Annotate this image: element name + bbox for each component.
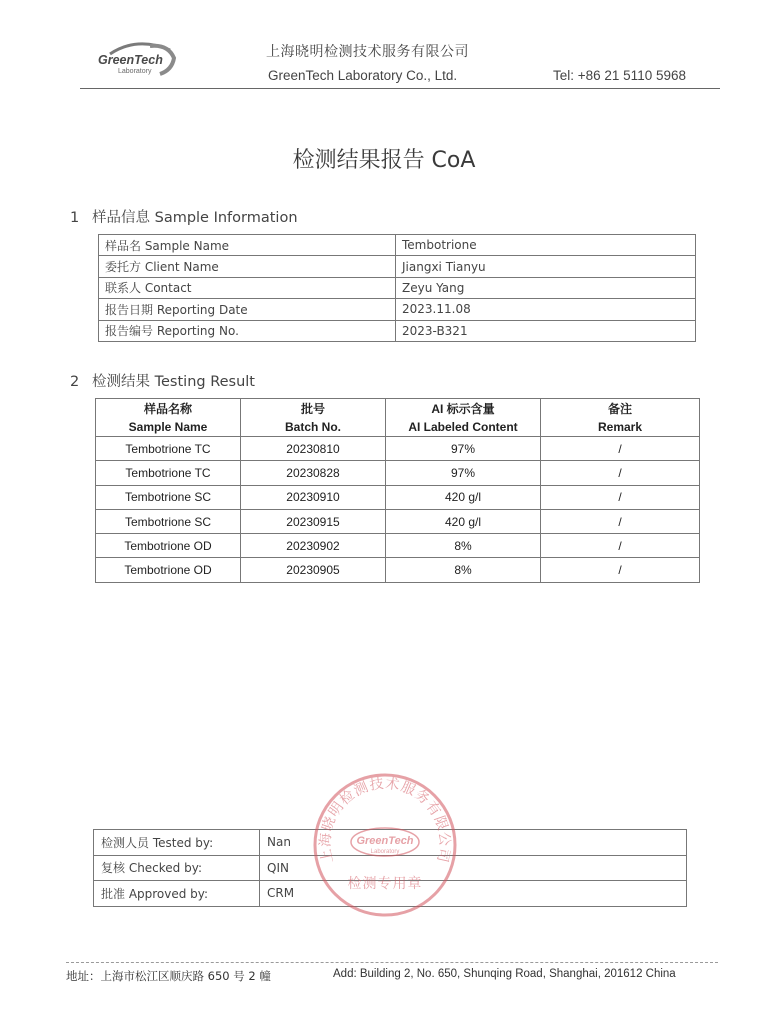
section-number: 1 bbox=[70, 210, 80, 226]
column-header-en: Sample Name bbox=[128, 419, 208, 434]
signature-label: 检测人员 Tested by: bbox=[94, 830, 260, 856]
testing-result-table bbox=[95, 398, 700, 583]
cell-batch-no: 20230910 bbox=[241, 485, 386, 509]
table-row bbox=[99, 277, 696, 298]
info-label: 报告日期 Reporting Date bbox=[99, 299, 396, 320]
cell-remark: / bbox=[541, 558, 700, 582]
table-row bbox=[96, 461, 700, 485]
cell-sample-name: Tembotrione TC bbox=[96, 437, 241, 461]
company-logo bbox=[92, 40, 182, 80]
official-stamp bbox=[310, 770, 460, 920]
official-seal-icon bbox=[310, 770, 460, 920]
table-row bbox=[96, 534, 700, 558]
signature-value: CRM bbox=[260, 881, 687, 907]
cell-batch-no: 20230915 bbox=[241, 509, 386, 533]
svg-text:上海晓明检测技术服务有限公司: 上海晓明检测技术服务有限公司 bbox=[317, 775, 453, 865]
column-header-batch-no bbox=[241, 399, 386, 437]
info-label: 报告编号 Reporting No. bbox=[99, 320, 396, 341]
signature-label: 复核 Checked by: bbox=[94, 855, 260, 881]
column-header-en: AI Labeled Content bbox=[408, 419, 518, 434]
table-row bbox=[96, 437, 700, 461]
footer-divider bbox=[66, 962, 718, 963]
cell-batch-no: 20230828 bbox=[241, 461, 386, 485]
info-label: 联系人 Contact bbox=[99, 277, 396, 298]
company-name-cn: 上海晓明检测技术服务有限公司 bbox=[266, 44, 469, 60]
cell-sample-name: Tembotrione OD bbox=[96, 558, 241, 582]
cell-ai-content: 420 g/l bbox=[386, 485, 541, 509]
header-divider bbox=[80, 88, 720, 89]
cell-ai-content: 420 g/l bbox=[386, 509, 541, 533]
info-value: Tembotrione bbox=[396, 235, 696, 256]
company-telephone: Tel: +86 21 5110 5968 bbox=[553, 68, 686, 83]
table-row bbox=[96, 558, 700, 582]
cell-remark: / bbox=[541, 534, 700, 558]
sample-info-table bbox=[98, 234, 696, 342]
info-value: 2023-B321 bbox=[396, 320, 696, 341]
cell-sample-name: Tembotrione SC bbox=[96, 485, 241, 509]
signature-value: QIN bbox=[260, 855, 687, 881]
cell-sample-name: Tembotrione TC bbox=[96, 461, 241, 485]
table-row bbox=[96, 485, 700, 509]
column-header-cn: 样品名称 bbox=[143, 401, 192, 416]
svg-text:检测专用章: 检测专用章 bbox=[347, 876, 423, 892]
column-header-sample-name bbox=[96, 399, 241, 437]
cell-remark: / bbox=[541, 437, 700, 461]
cell-sample-name: Tembotrione OD bbox=[96, 534, 241, 558]
cell-remark: / bbox=[541, 461, 700, 485]
cell-remark: / bbox=[541, 509, 700, 533]
cell-batch-no: 20230905 bbox=[241, 558, 386, 582]
column-header-en: Remark bbox=[597, 419, 643, 434]
signature-value: Nan bbox=[260, 830, 687, 856]
svg-text:GreenTech: GreenTech bbox=[356, 835, 414, 847]
logo-text-main: GreenTech bbox=[98, 53, 163, 67]
table-header-row bbox=[96, 399, 700, 437]
section-title: 样品信息 Sample Information bbox=[92, 210, 298, 226]
column-header-cn: AI 标示含量 bbox=[431, 401, 495, 416]
column-header-en: Batch No. bbox=[284, 419, 341, 434]
cell-ai-content: 97% bbox=[386, 461, 541, 485]
company-name-en: GreenTech Laboratory Co., Ltd. bbox=[268, 68, 458, 83]
section-heading-testing-result bbox=[70, 370, 255, 391]
info-value: Jiangxi Tianyu bbox=[396, 256, 696, 277]
table-row bbox=[99, 256, 696, 277]
cell-batch-no: 20230902 bbox=[241, 534, 386, 558]
cell-sample-name: Tembotrione SC bbox=[96, 509, 241, 533]
cell-ai-content: 97% bbox=[386, 437, 541, 461]
cell-remark: / bbox=[541, 485, 700, 509]
signature-label: 批准 Approved by: bbox=[94, 881, 260, 907]
column-header-ai-content bbox=[386, 399, 541, 437]
column-header-remark bbox=[541, 399, 700, 437]
greentech-logo-icon bbox=[92, 40, 182, 80]
column-header-cn: 批号 bbox=[300, 401, 325, 416]
table-row bbox=[99, 320, 696, 341]
logo-text-sub: Laboratory bbox=[118, 68, 152, 75]
section-number: 2 bbox=[70, 374, 80, 390]
table-row bbox=[99, 299, 696, 320]
cell-ai-content: 8% bbox=[386, 534, 541, 558]
address-en: Add: Building 2, No. 650, Shunqing Road, Shanghai, 201612 China bbox=[333, 968, 676, 980]
report-title: 检测结果报告 CoA bbox=[292, 148, 476, 173]
section-heading-sample-info bbox=[70, 206, 298, 227]
table-row bbox=[96, 509, 700, 533]
info-value: 2023.11.08 bbox=[396, 299, 696, 320]
section-title: 检测结果 Testing Result bbox=[92, 374, 255, 390]
cell-batch-no: 20230810 bbox=[241, 437, 386, 461]
info-value: Zeyu Yang bbox=[396, 277, 696, 298]
table-row bbox=[99, 235, 696, 256]
address-cn: 地址：上海市松江区顺庆路 650 号 2 幢 bbox=[66, 969, 271, 983]
cell-ai-content: 8% bbox=[386, 558, 541, 582]
column-header-cn: 备注 bbox=[607, 401, 632, 416]
info-label: 样品名 Sample Name bbox=[99, 235, 396, 256]
info-label: 委托方 Client Name bbox=[99, 256, 396, 277]
svg-text:Laboratory: Laboratory bbox=[370, 849, 400, 855]
